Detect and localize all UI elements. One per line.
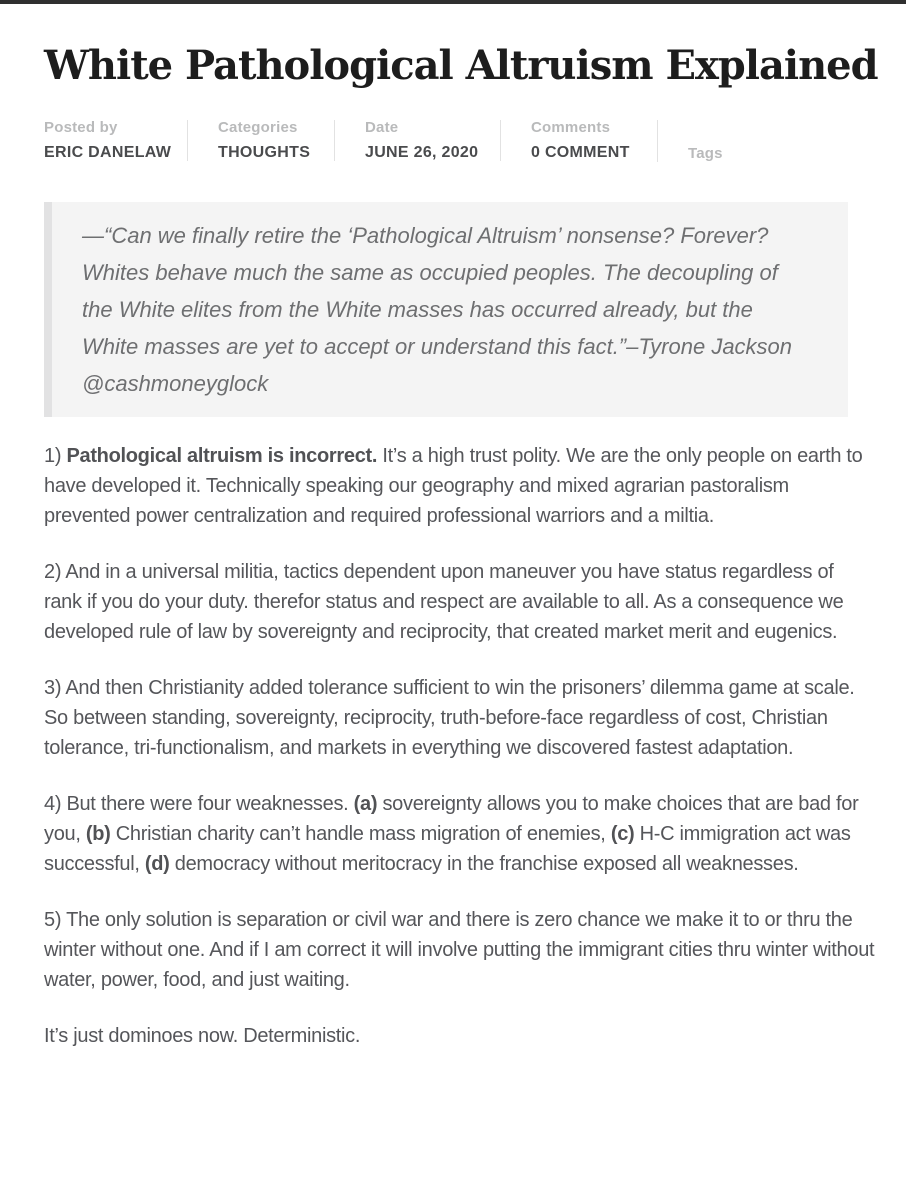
meta-label-tags: Tags <box>688 145 723 162</box>
meta-cell-comments <box>500 120 657 161</box>
body-paragraph: 5) The only solution is separation or civil war and there is zero chance we make it to or thru the winter without one. And if I am correct it will involve putting the immigrant cities thru winter without water, power, food, and just waiting. <box>44 909 875 991</box>
quote-block: —“Can we finally retire the ‘Pathological Altruism’ nonsense? Forever? Whites behave much the same as occupied peoples. The decoupling of the White elites from the White masses has occurred already, but the White masses are yet to accept or understand this fact.”–Tyrone Jackson @cashmoneyglock <box>44 202 848 417</box>
body-paragraph: 3) And then Christianity added tolerance sufficient to win the prisoners’ dilemma game at scale. So between standing, sovereignty, reciprocity, truth-before-face regardless of cost, Christian tolerance, tri-functionalism, and markets in everything we discovered fastest adaptation. <box>44 677 855 759</box>
article-body <box>44 441 876 1051</box>
page-title: White Pathological Altruism Explained <box>44 42 878 89</box>
comments-link[interactable]: 0 COMMENT <box>531 144 630 161</box>
body-paragraph: 4) But there were four weaknesses. (a) sovereignty allows you to make choices that are bad for you, (b) Christian charity can’t handle mass migration of enemies, (c) H-C immigration act was successful, (d) democracy without meritocracy in the franchise exposed all weaknesses. <box>44 793 859 875</box>
meta-label-comments: Comments <box>531 119 611 136</box>
category-link[interactable]: THOUGHTS <box>218 144 311 161</box>
post-meta <box>44 120 876 162</box>
meta-cell-date <box>334 120 500 161</box>
meta-label-date: Date <box>365 119 399 136</box>
meta-cell-posted-by <box>44 120 187 161</box>
date-value: JUNE 26, 2020 <box>365 144 479 161</box>
meta-label-categories: Categories <box>218 119 298 136</box>
body-paragraph: 2) And in a universal militia, tactics dependent upon maneuver you have status regardless of rank if you do your duty. therefor status and respect are available to all. As a consequence we developed rule of law by sovereignty and reciprocity, that created market merit and eugenics. <box>44 561 844 643</box>
article-page <box>0 42 906 1051</box>
top-accent-bar <box>0 0 906 4</box>
meta-cell-categories <box>187 120 334 161</box>
meta-cell-tags <box>657 120 876 162</box>
body-paragraph: 1) Pathological altruism is incorrect. It’s a high trust polity. We are the only people on earth to have developed it. Technically speaking our geography and mixed agrarian pastoralism prevented power centralization and required professional warriors and a miltia. <box>44 445 863 527</box>
author-link[interactable]: ERIC DANELAW <box>44 144 172 161</box>
body-paragraph: It’s just dominoes now. Deterministic. <box>44 1025 361 1047</box>
meta-label-posted-by: Posted by <box>44 119 118 136</box>
